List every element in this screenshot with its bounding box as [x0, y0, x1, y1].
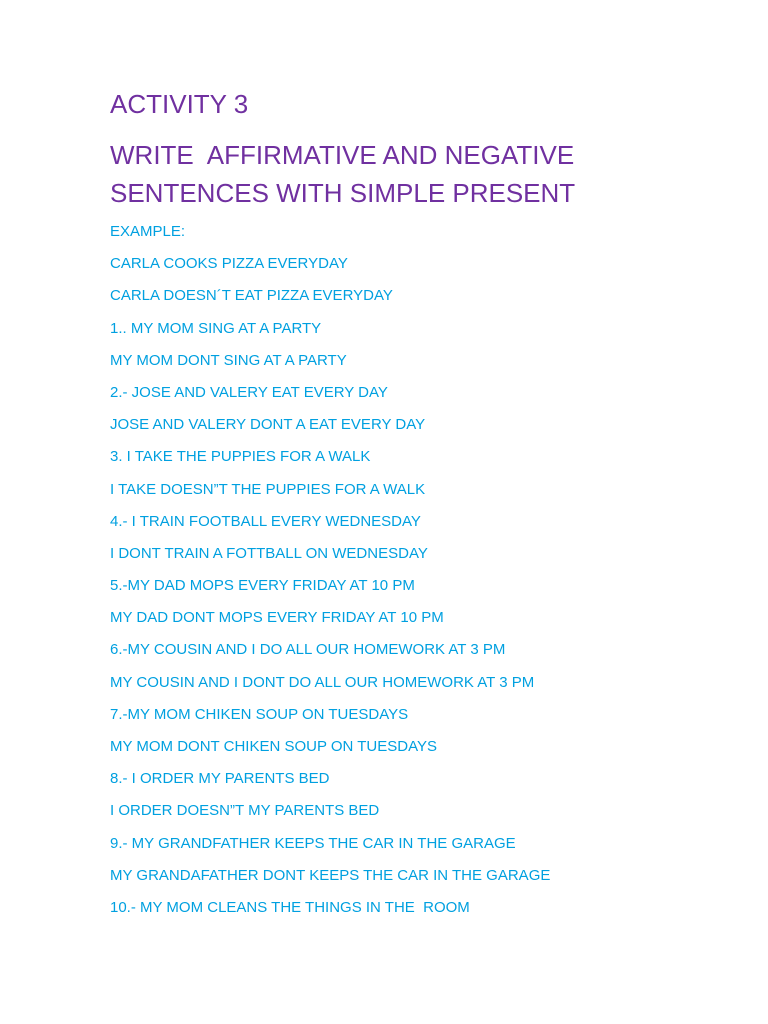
sentence-1-negative: MY MOM DONT SING AT A PARTY — [110, 351, 347, 369]
sentence-5-negative: MY DAD DONT MOPS EVERY FRIDAY AT 10 PM — [110, 609, 444, 627]
example-negative: CARLA DOESN´T EAT PIZZA EVERYDAY — [110, 287, 393, 305]
instruction-line-1: WRITE AFFIRMATIVE AND NEGATIVE — [110, 140, 575, 170]
example-label: EXAMPLE: — [110, 223, 186, 240]
sentence-6-negative: MY COUSIN AND I DONT DO ALL OUR HOMEWORK AT 3 PM — [110, 673, 535, 691]
instruction-heading — [110, 136, 710, 212]
sentence-8-negative: I ORDER DOESN”T MY PARENTS BED — [110, 802, 380, 820]
example-affirmative: CARLA COOKS PIZZA EVERYDAY — [110, 255, 348, 273]
sentence-5-affirmative: 5.-MY DAD MOPS EVERY FRIDAY AT 10 PM — [110, 577, 415, 595]
activity-title: ACTIVITY 3 — [110, 89, 249, 119]
sentence-4-affirmative: 4.- I TRAIN FOOTBALL EVERY WEDNESDAY — [110, 512, 421, 530]
sentence-2-affirmative: 2.- JOSE AND VALERY EAT EVERY DAY — [110, 383, 388, 401]
sentence-3-affirmative: 3. I TAKE THE PUPPIES FOR A WALK — [110, 448, 371, 466]
sentence-4-negative: I DONT TRAIN A FOTTBALL ON WEDNESDAY — [110, 544, 428, 562]
sentence-9-affirmative: 9.- MY GRANDFATHER KEEPS THE CAR IN THE GARAGE — [110, 834, 516, 852]
sentence-7-affirmative: 7.-MY MOM CHIKEN SOUP ON TUESDAYS — [110, 705, 409, 723]
instruction-line-2: SENTENCES WITH SIMPLE PRESENT — [110, 178, 576, 208]
sentence-1-affirmative: 1.. MY MOM SING AT A PARTY — [110, 319, 322, 337]
sentence-6-affirmative: 6.-MY COUSIN AND I DO ALL OUR HOMEWORK AT 3 PM — [110, 641, 506, 659]
sentence-8-affirmative: 8.- I ORDER MY PARENTS BED — [110, 770, 330, 788]
sentence-9-negative: MY GRANDAFATHER DONT KEEPS THE CAR IN THE GARAGE — [110, 866, 551, 884]
sentence-10-affirmative: 10.- MY MOM CLEANS THE THINGS IN THE ROOM — [110, 898, 470, 916]
sentence-2-negative: JOSE AND VALERY DONT A EAT EVERY DAY — [110, 416, 426, 434]
sentence-3-negative: I TAKE DOESN”T THE PUPPIES FOR A WALK — [110, 480, 426, 498]
sentence-list — [110, 221, 550, 929]
sentence-7-negative: MY MOM DONT CHIKEN SOUP ON TUESDAYS — [110, 738, 437, 755]
